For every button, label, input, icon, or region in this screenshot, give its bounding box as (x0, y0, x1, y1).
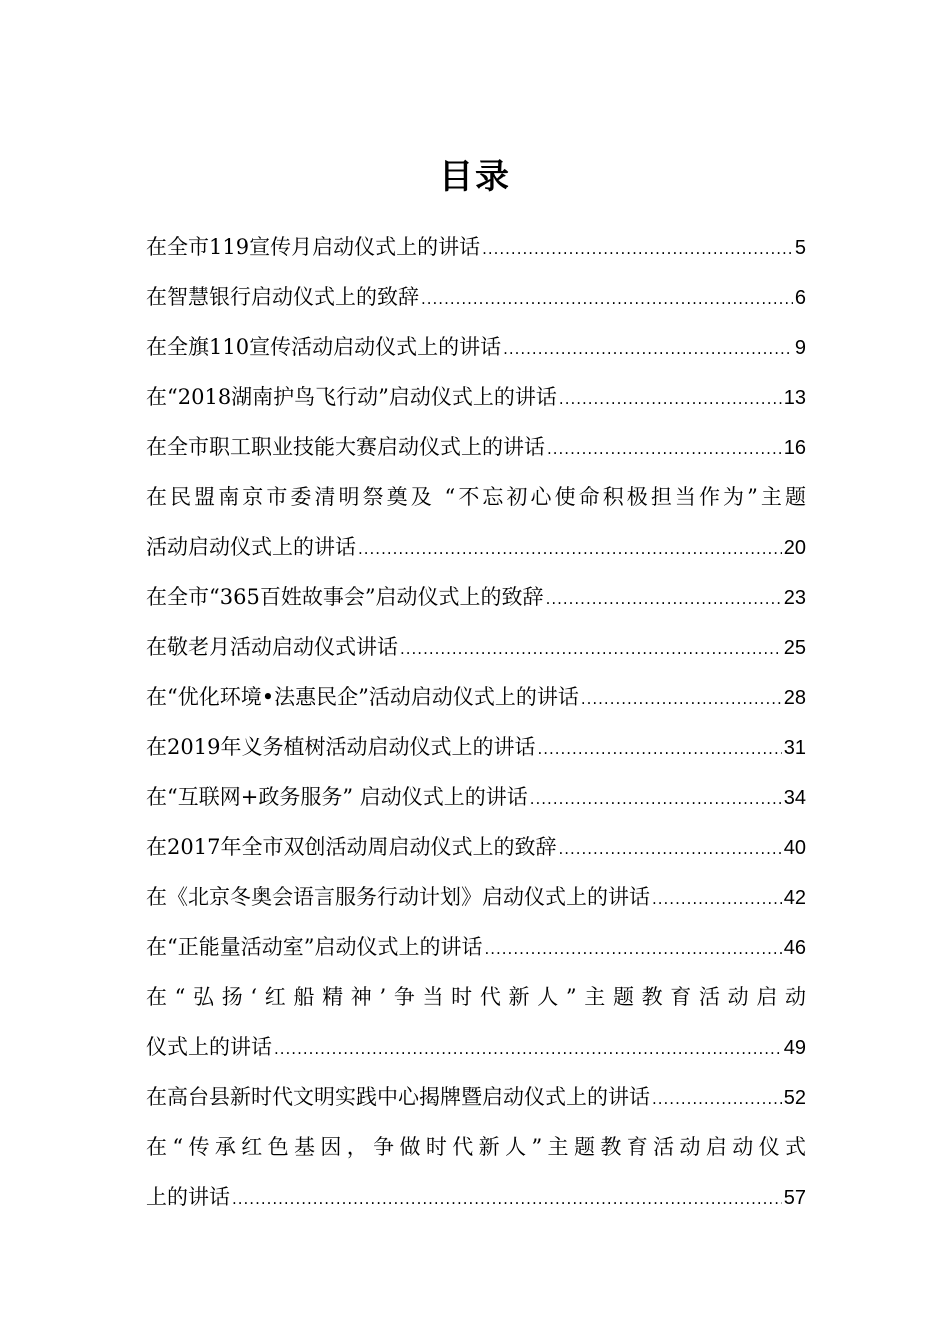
dot-leader (547, 424, 782, 472)
toc-page-number: 23 (783, 587, 806, 609)
toc-entry[interactable] (146, 1072, 806, 1122)
dot-leader (652, 874, 782, 922)
toc-entry-text: 在高台县新时代文明实践中心揭牌暨启动仪式上的讲话 (146, 1085, 650, 1109)
toc-page-number: 6 (794, 287, 806, 309)
toc-entry[interactable] (146, 522, 806, 572)
toc-page-number: 34 (783, 787, 806, 809)
toc-entry-text: 在“正能量活动室”启动仪式上的讲话 (146, 935, 483, 959)
toc-entry-text: 在“传承红色基因，争做时代新人”主题教育活动启动仪式 (146, 1135, 806, 1159)
dot-leader (484, 924, 781, 972)
toc-entry[interactable] (146, 1022, 806, 1072)
toc-entry-text: 在2017年全市双创活动周启动仪式上的致辞 (146, 835, 557, 859)
page-title: 目录 (439, 156, 511, 197)
toc-entry-text: 仪式上的讲话 (146, 1035, 272, 1059)
toc-entry-line (146, 972, 806, 1022)
toc-entry[interactable] (146, 272, 806, 322)
toc-entry[interactable] (146, 1172, 806, 1222)
toc-entry-text: 在全旗110宣传活动启动仪式上的讲话 (146, 335, 502, 359)
toc-entry-line (146, 1122, 806, 1172)
table-of-contents (146, 222, 806, 1222)
toc-entry[interactable] (146, 922, 806, 972)
dot-leader (274, 1024, 782, 1072)
toc-entry[interactable] (146, 572, 806, 622)
toc-entry[interactable] (146, 772, 806, 822)
dot-leader (482, 224, 793, 272)
toc-entry-text: 在“2018湖南护鸟飞行动”启动仪式上的讲话 (146, 385, 557, 409)
dot-leader (400, 624, 782, 672)
toc-page-number: 9 (794, 337, 806, 359)
toc-page-number: 40 (783, 837, 806, 859)
dot-leader (503, 324, 793, 372)
dot-leader (581, 674, 782, 722)
dot-leader (421, 274, 793, 322)
toc-entry-text: 在“弘扬‘红船精神’争当时代新人”主题教育活动启动 (146, 985, 806, 1009)
toc-page-number: 49 (783, 1037, 806, 1059)
toc-entry-text: 在智慧银行启动仪式上的致辞 (146, 285, 419, 309)
dot-leader (358, 524, 782, 572)
toc-page-number: 13 (783, 387, 806, 409)
toc-entry[interactable] (146, 722, 806, 772)
toc-entry[interactable] (146, 822, 806, 872)
toc-page-number: 28 (783, 687, 806, 709)
toc-entry-text: 在“互联网+政务服务” 启动仪式上的讲话 (146, 785, 528, 809)
toc-entry-text: 在《北京冬奥会语言服务行动计划》启动仪式上的讲话 (146, 885, 650, 909)
toc-page-number: 5 (794, 237, 806, 259)
toc-page-number: 31 (783, 737, 806, 759)
dot-leader (530, 774, 782, 822)
toc-entry-text: 在全市“365百姓故事会”启动仪式上的致辞 (146, 585, 544, 609)
toc-entry-line (146, 472, 806, 522)
toc-entry[interactable] (146, 622, 806, 672)
toc-page-number: 16 (783, 437, 806, 459)
toc-entry[interactable] (146, 672, 806, 722)
dot-leader (559, 374, 782, 422)
toc-page-number: 52 (783, 1087, 806, 1109)
toc-entry-text: 在民盟南京市委清明祭奠及 “不忘初心使命积极担当作为”主题 (146, 485, 806, 509)
toc-page-number: 42 (783, 887, 806, 909)
toc-page-number: 46 (783, 937, 806, 959)
dot-leader (558, 824, 781, 872)
toc-entry[interactable] (146, 322, 806, 372)
toc-entry-text: 上的讲话 (146, 1185, 230, 1209)
dot-leader (232, 1174, 782, 1222)
toc-entry-text: 在“优化环境•法惠民企”活动启动仪式上的讲话 (146, 685, 579, 709)
toc-entry-text: 在2019年义务植树活动启动仪式上的讲话 (146, 735, 536, 759)
toc-page-number: 20 (783, 537, 806, 559)
dot-leader (652, 1074, 782, 1122)
toc-entry-text: 在敬老月活动启动仪式讲话 (146, 635, 398, 659)
dot-leader (546, 574, 782, 622)
toc-page-number: 57 (783, 1187, 806, 1209)
toc-entry[interactable] (146, 422, 806, 472)
toc-entry-text: 在全市119宣传月启动仪式上的讲话 (146, 235, 481, 259)
dot-leader (537, 724, 781, 772)
toc-entry[interactable] (146, 372, 806, 422)
toc-entry-text: 活动启动仪式上的讲话 (146, 535, 356, 559)
toc-entry-text: 在全市职工职业技能大赛启动仪式上的讲话 (146, 435, 545, 459)
toc-page-number: 25 (783, 637, 806, 659)
toc-entry[interactable] (146, 872, 806, 922)
toc-entry[interactable] (146, 222, 806, 272)
